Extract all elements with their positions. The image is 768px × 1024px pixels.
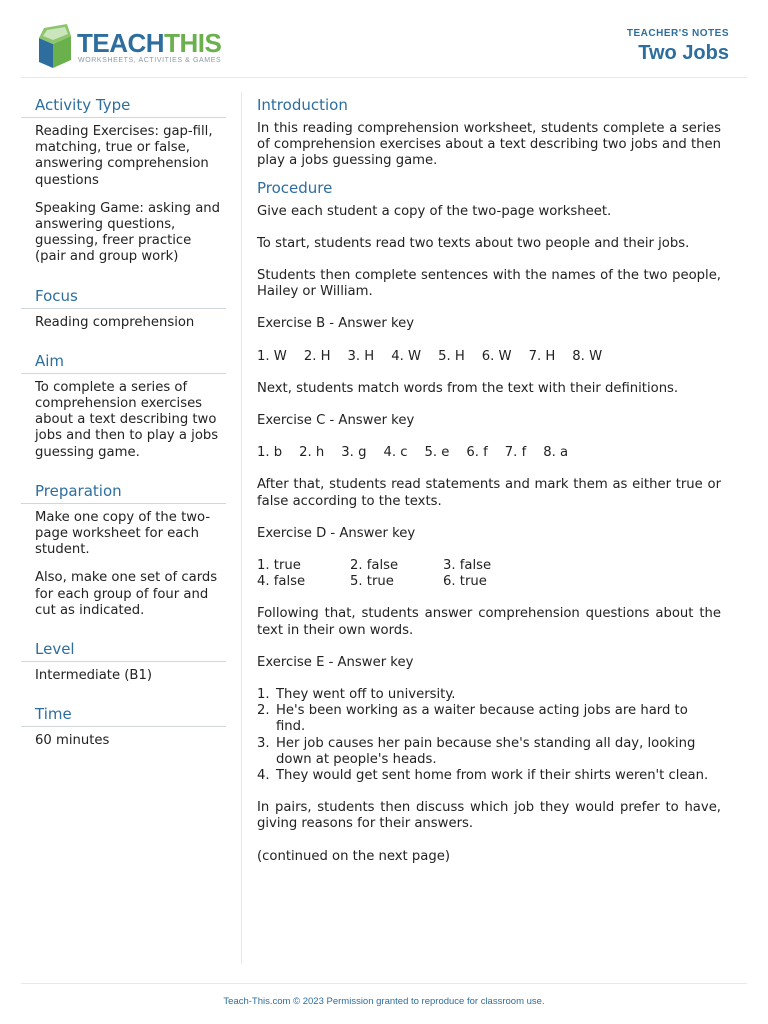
exercise-e-answer-key [257, 687, 721, 784]
answer-item: 4. c [383, 445, 408, 461]
section-divider [21, 308, 226, 309]
preparation-cards: Also, make one set of cards for each group of four and cut as indicated. [35, 570, 218, 618]
time-heading: Time [35, 705, 72, 724]
answer-item: 1. true [257, 558, 301, 574]
exercise-b-label: Exercise B - Answer key [257, 316, 415, 332]
focus-text: Reading comprehension [35, 314, 195, 330]
answer-item: 2. H [303, 348, 331, 364]
focus-section [21, 285, 226, 331]
time-text: 60 minutes [35, 733, 110, 749]
logo-tagline: WORKSHEETS, ACTIVITIES & GAMES [78, 57, 222, 64]
section-divider [21, 726, 226, 727]
exercise-b-answer-key [257, 349, 721, 365]
page-header [0, 0, 768, 78]
introduction-text: In this reading comprehension worksheet, students complete a series of comprehension exercises about a text describing two jobs and then play a jobs guessing game. [257, 121, 721, 169]
header-divider [21, 77, 747, 78]
list-number: 4. [257, 768, 270, 784]
answer-item: 6. f [466, 445, 488, 461]
section-divider [21, 661, 226, 662]
list-item [257, 703, 721, 735]
section-divider [21, 503, 226, 504]
page-title: Two Jobs [638, 42, 729, 64]
activity-type-heading: Activity Type [35, 96, 131, 114]
answer-item: 2. h [299, 445, 325, 461]
answer-item: 3. g [341, 445, 367, 461]
procedure-step-1: Give each student a copy of the two-page worksheet. [257, 203, 612, 219]
level-heading: Level [35, 640, 75, 659]
answer-item: 3. false [443, 558, 492, 574]
procedure-heading: Procedure [257, 178, 333, 197]
time-section [21, 703, 226, 749]
answer-item: 8. W [572, 348, 603, 364]
focus-heading: Focus [35, 286, 78, 305]
list-text: He's been working as a waiter because acting jobs are hard to find. [276, 703, 688, 735]
section-divider [21, 117, 226, 118]
continued-note: (continued on the next page) [257, 848, 450, 864]
exercise-e-label: Exercise E - Answer key [257, 654, 414, 670]
answer-item: 5. e [424, 445, 450, 461]
answer-item: 2. false [350, 558, 399, 574]
exercise-c-answer-key [257, 445, 721, 461]
procedure-step-5: After that, students read statements and mark them as either true or false according to the texts. [257, 477, 721, 509]
procedure-step-4: Next, students match words from the text with their definitions. [257, 380, 679, 396]
footer-divider [21, 983, 747, 984]
exercise-d-answer-key [257, 558, 721, 590]
activity-type-speaking: Speaking Game: asking and answering questions, guessing, freer practice (pair and group work) [35, 200, 221, 265]
answer-item: 8. a [543, 445, 569, 461]
list-item [257, 768, 721, 784]
footer-copyright: Teach-This.com © 2023 Permission granted to reproduce for classroom use. [223, 996, 545, 1007]
preparation-heading: Preparation [35, 481, 122, 500]
activity-type-reading: Reading Exercises: gap-fill, matching, true or false, answering comprehension questions [35, 124, 213, 188]
activity-type-section [21, 94, 226, 266]
aim-text: To complete a series of comprehension exercises about a text describing two jobs and then to play a jobs guessing game. [35, 379, 219, 460]
book-logo-icon [37, 24, 75, 68]
list-number: 2. [257, 703, 270, 719]
exercise-d-label: Exercise D - Answer key [257, 525, 416, 541]
answer-item: 7. f [504, 445, 527, 461]
list-text: They went off to university. [276, 687, 456, 703]
list-item [257, 736, 721, 768]
aim-heading: Aim [35, 351, 65, 370]
answer-item: 5. true [350, 574, 394, 590]
column-divider [241, 92, 242, 964]
introduction-heading: Introduction [257, 96, 348, 114]
aim-section [21, 350, 226, 461]
answer-item: 7. H [528, 348, 556, 364]
list-number: 3. [257, 735, 270, 751]
section-divider [21, 373, 226, 374]
logo-this-text: THIS [164, 28, 222, 58]
level-section [21, 638, 226, 684]
answer-item: 4. false [257, 574, 306, 590]
list-number: 1. [257, 687, 270, 703]
sidebar [21, 94, 226, 768]
list-text: Her job causes her pain because she's standing all day, looking down at people's heads. [276, 735, 696, 767]
procedure-step-7: In pairs, students then discuss which job they would prefer to have, giving reasons for their answers. [257, 800, 721, 832]
logo-wordmark [77, 28, 221, 58]
teach-this-logo [37, 24, 227, 70]
level-text: Intermediate (B1) [35, 668, 153, 684]
answer-item: 6. true [443, 574, 487, 590]
exercise-c-label: Exercise C - Answer key [257, 413, 415, 429]
main-content [257, 94, 721, 881]
procedure-step-2: To start, students read two texts about two people and their jobs. [257, 235, 690, 251]
teachers-notes-label: TEACHER'S NOTES [626, 28, 729, 39]
procedure-step-6: Following that, students answer comprehension questions about the text in their own words. [257, 606, 721, 638]
preparation-section [21, 480, 226, 619]
logo-teach-text: TEACH [77, 28, 165, 58]
answer-item: 6. W [481, 348, 512, 364]
answer-item: 1. b [257, 445, 283, 461]
answer-item: 1. W [257, 348, 287, 364]
preparation-copy: Make one copy of the two-page worksheet for each student. [35, 509, 211, 558]
list-text: They would get sent home from work if their shirts weren't clean. [276, 768, 709, 784]
answer-item: 4. W [391, 348, 422, 364]
answer-item: 3. H [347, 348, 375, 364]
answer-item: 5. H [438, 348, 465, 364]
procedure-step-3: Students then complete sentences with the names of the two people, Hailey or William. [257, 268, 721, 300]
list-item [257, 687, 721, 703]
